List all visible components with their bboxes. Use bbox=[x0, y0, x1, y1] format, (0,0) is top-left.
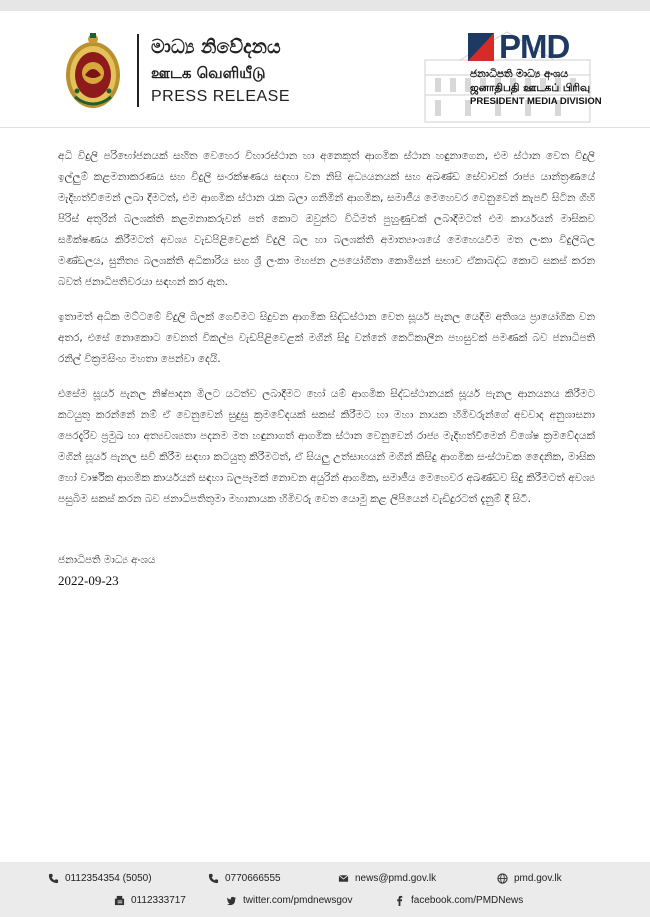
twitter-icon bbox=[226, 895, 237, 906]
facebook-icon bbox=[394, 895, 405, 906]
globe-icon bbox=[497, 873, 508, 884]
facebook-page[interactable]: facebook.com/PMDNews bbox=[411, 895, 524, 906]
footer-twitter[interactable] bbox=[226, 895, 353, 906]
twitter-handle[interactable]: twitter.com/pmdnewsgov bbox=[243, 895, 353, 906]
org-name-english: PRESIDENT MEDIA DIVISION bbox=[470, 96, 602, 107]
pmd-logo bbox=[468, 29, 588, 65]
phone-icon bbox=[48, 873, 59, 884]
top-band bbox=[0, 0, 650, 11]
paragraph-2: ඉතාමත් අධික මට්ටමේ විදුලි බිලක් ගෙවීමට සිදුවන ආගමික සිද්ධස්ථාන වෙත සූර්ය පැනල යෙදීම අතිශය ප්‍රායෝගික වන අතර, එසේ නොකොට වෙනත් විකල්ප වැඩපිළිවෙළක් මගින් සිදු වන්නේ කෙටිකාලීන පහසුවක් පමණක් බව ජනාධිපති රනිල් වික්‍රමසිංහ මහතා පෙන්වා දෙයි. bbox=[58, 311, 595, 365]
footer-email[interactable] bbox=[338, 873, 436, 884]
org-name-tamil: ஜனாதிபதி ஊடகப் பிரிவு bbox=[470, 82, 591, 94]
pmd-logo-text: PMD bbox=[499, 28, 570, 65]
email-address[interactable]: news@pmd.gov.lk bbox=[355, 873, 437, 884]
signature-block bbox=[58, 550, 155, 591]
mobile-icon bbox=[208, 873, 219, 884]
title-sinhala: මාධ්‍ය නිවේදනය bbox=[151, 36, 281, 58]
paragraph-1: අධි විදුලි පරිභෝජනයක් සහිත වෙහෙර විහාරස්ථාන හා අනෙකුත් ආගමික ස්ථාන හඳුනාගෙන, එම ස්ථාන වෙත විදුලි ඉල්ලුම් කළමනාකරණය සහ විදුලි සංරක්ෂණය සඳහා වන නිසි අධ්‍යයනයක් සහ අඛණ්ඩ සේවාවක් රාජ්‍ය යාන්ත්‍රණයේ මැදිහත්වීමෙන් ලබා දීමටත්, එම ආගමික ස්ථාන රැක බලා ගනිමින් ආගමික, සමාජීය මෙහෙවර වෙනුවෙන් කැපවී සිටින ගිහි පිරිස් අතුරින් බලශක්ති කළමනාකරුවන් පත් කොට ඔවුන්ට විධිමත් පුහුණුවක් ලබාදීමටත් එම කාර්යයන් මාසිකව සමීක්ෂණය කිරීමටත් අවශ්‍ය වැඩපිළිවෙළක් විදුලි බල හා බලශක්ති අමාත්‍යාංශයේ මෙහෙයවීම මත ලංකා විදුලිබල මණ්ඩලය, සුනිත්‍ය බලශක්ති අධිකාරිය සහ ශ්‍රී ලංකා මහජන උපයෝගිතා කොමිසන් සභාව ඒකාබද්ධ කොට සකස් කරන බවත් ජනාධිපතිවරයා සඳහන් කර ඇත. bbox=[58, 150, 595, 288]
footer-phone bbox=[48, 873, 152, 884]
paragraph-3: එසේම සූර්ය පැනල නිෂ්පාදන මිලට යටත්ව ලබාදීමට හෝ යම් ආගමික සිද්ධස්ථානයක් සූර්ය පැනල ආනයනය කිරීමට කටයුතු කරන්නේ නම් ඒ වෙනුවෙන් සුදුසු ක්‍රමවේදයක් සකස් කිරීමට හා මහා නායක හිමිවරුන්ගේ අවවාද අනුශාසනා පෙරදැරිව ප්‍රමුඛ හා අත්‍යවශ්‍යතා පදනම මත හඳුනාගත් ආගමික ස්ථාන වෙනුවෙන් රාජ්‍ය මැදිහත්වීමෙන් විශේෂ ක්‍රමවේදයක් මගින් සූර්ය පැනල සවි කිරීම සඳහා කටයුතු කිරීමටත්, ඒ සියලු උත්සාහයන් මගින් කිසිදු ආගමික සංස්ථාවක දෛනික, මාසික හෝ වාර්ෂික ආගමික කාර්යයන් සඳහා බලපෑමක් නොවන අයුරින් ආගමික, සමාජීය මෙහෙවර අඛණ්ඩව සිදු කිරීමටත් අවශ්‍ය පසුබිම සකස් කරන බව ජනාධිපතිතුමා මහානායක හිමිවරු වෙත යොමු කළ ලිපියෙන් වැඩිදුරටත් දැනුම් දී සිටී. bbox=[58, 388, 595, 505]
header-rule bbox=[0, 127, 650, 128]
fax-number: 0112333717 bbox=[131, 895, 186, 906]
fax-icon bbox=[114, 895, 125, 906]
contact-footer bbox=[0, 862, 650, 917]
mail-icon bbox=[338, 873, 349, 884]
signature-office: ජනාධිපති මාධ්‍ය අංශය bbox=[58, 554, 156, 566]
pmd-logo-mark-icon bbox=[468, 33, 494, 61]
footer-website[interactable] bbox=[497, 873, 562, 884]
footer-facebook[interactable] bbox=[394, 895, 523, 906]
header-divider bbox=[137, 34, 139, 107]
national-emblem-icon bbox=[63, 31, 123, 111]
title-english: PRESS RELEASE bbox=[151, 88, 290, 105]
footer-mobile bbox=[208, 873, 281, 884]
website-url[interactable]: pmd.gov.lk bbox=[514, 873, 562, 884]
title-tamil: ஊடக வெளியீடு bbox=[151, 64, 266, 82]
phone-number: 0112354354 (5050) bbox=[65, 873, 152, 884]
press-release-body bbox=[58, 146, 595, 524]
org-name-sinhala: ජනාධිපති මාධ්‍ය අංශය bbox=[470, 68, 569, 80]
mobile-number: 0770666555 bbox=[225, 873, 281, 884]
release-date: 2022-09-23 bbox=[58, 573, 119, 588]
footer-fax bbox=[114, 895, 186, 906]
